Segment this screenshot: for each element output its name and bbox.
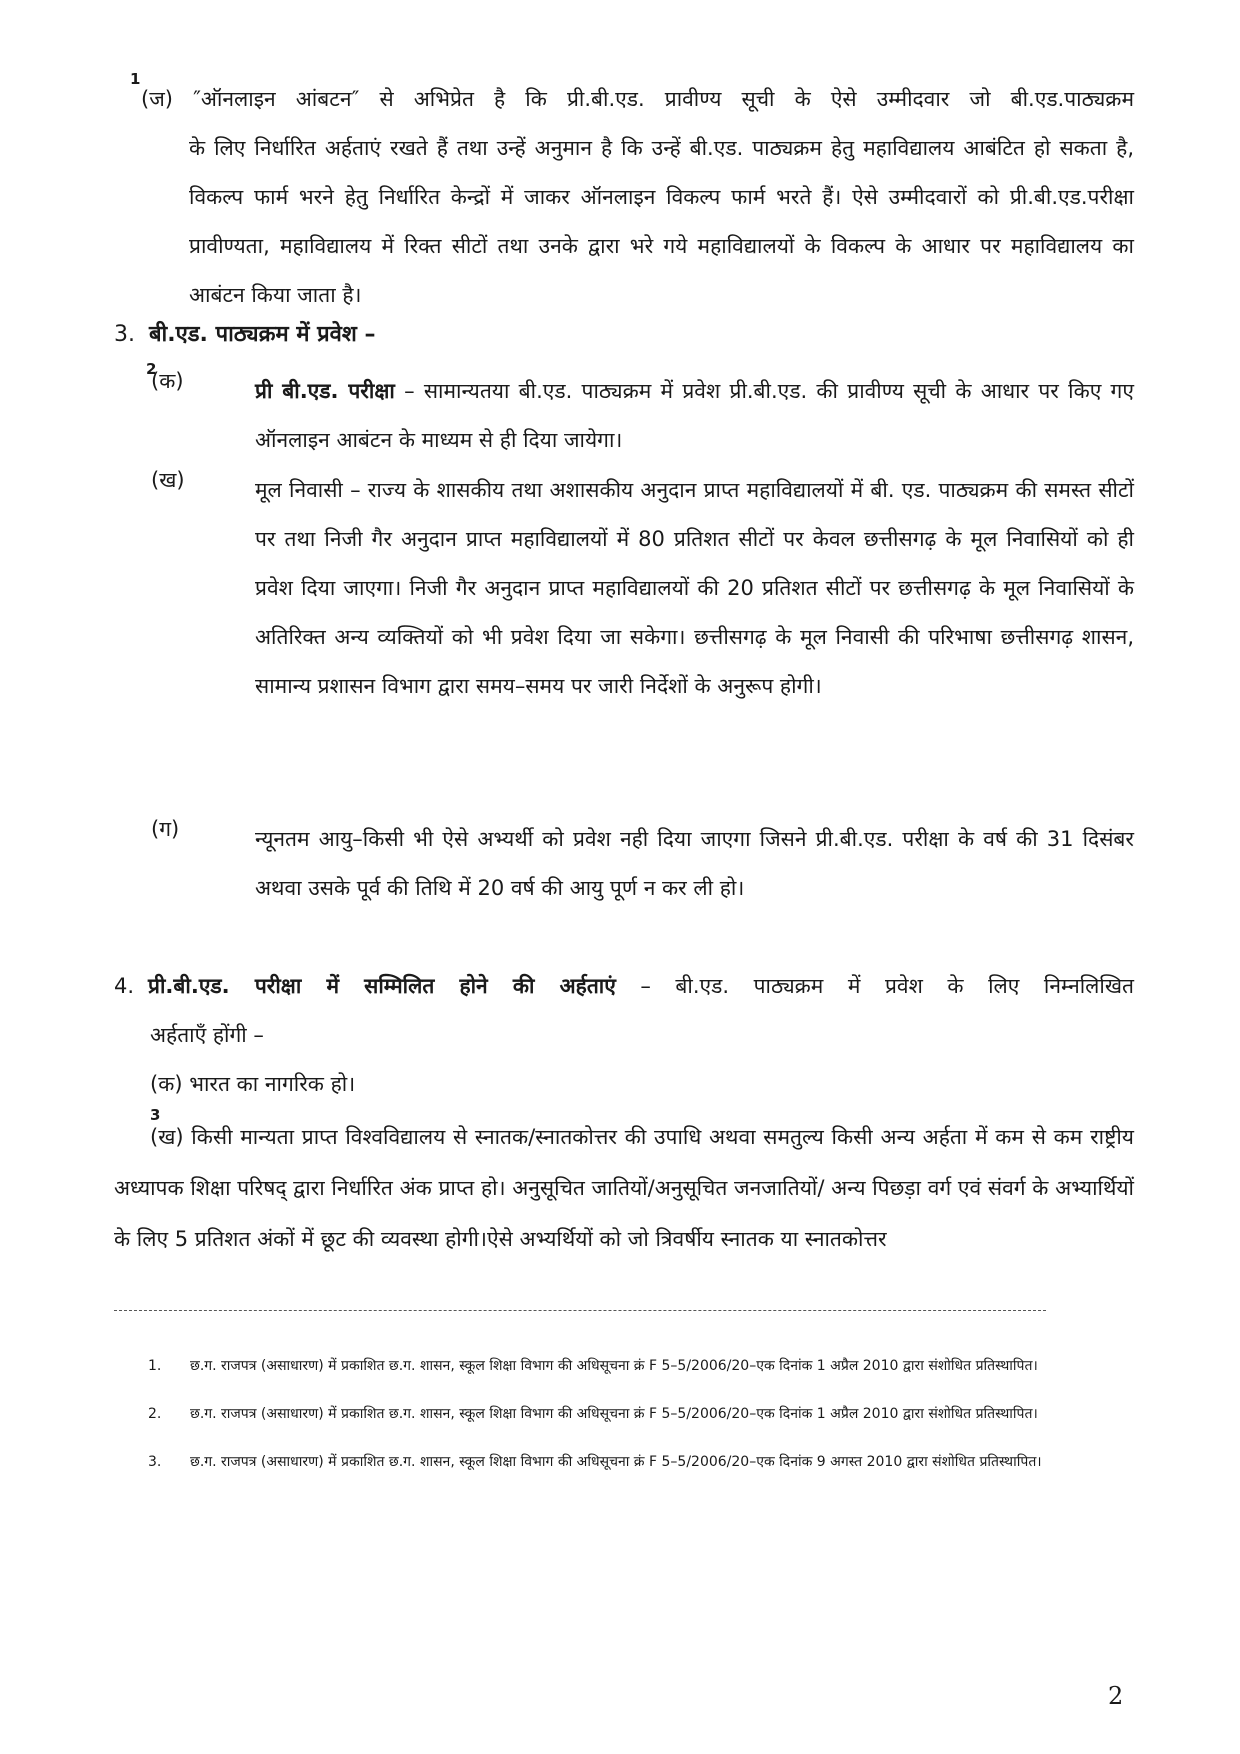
section-4-heading (114, 962, 1134, 1060)
section-3-item-k (151, 367, 1134, 465)
section-4-continuation: अर्हताएँ होंगी – (150, 1023, 264, 1047)
section-3-item-kh (151, 466, 1134, 711)
footnote-ref-2: 2 (146, 360, 157, 378)
footnote-ref-1: 1 (130, 70, 141, 88)
clause-j-continuation: के लिए निर्धारित अर्हताएं रखते हैं तथा उन्हें अनुमान है कि उन्हें बी.एड. पाठ्यक्रम हेतु महाविद्यालय आबंटित हो सकता है, विकल्प फार्म भरने हेतु निर्धारित केन्द्रों में जाकर ऑनलाइन विकल्प फार्म भरते हैं। ऐसे उम्मीदवारों को प्री.बी.एड.परीक्षा प्रावीण्यता, महाविद्यालय में रिक्त सीटों तथा उनके द्वारा भरे गये महाविद्यालयों के विकल्प के आधार पर महाविद्यालय का आबंटन किया जाता है। (189, 136, 1134, 307)
page-number: 2 (1108, 1682, 1124, 1710)
item-kh-body: मूल निवासी – राज्य के शासकीय तथा अशासकीय अनुदान प्राप्त महाविद्यालयों में बी. एड. पाठ्यक्रम की समस्त सीटों पर तथा निजी गैर अनुदान प्राप्त महाविद्यालयों में 80 प्रतिशत सीटों पर केवल छत्तीसगढ़ के मूल निवासियों को ही प्रवेश दिया जाएगा। निजी गैर अनुदान प्राप्त महाविद्यालयों की 20 प्रतिशत सीटों पर छत्तीसगढ़ के मूल निवासियों के अतिरिक्त अन्य व्यक्तियों को भी प्रवेश दिया जा सकेगा। छत्तीसगढ़ के मूल निवासी की परिभाषा छत्तीसगढ़ शासन, सामान्य प्रशासन विभाग द्वारा समय–समय पर जारी निर्देशों के अनुरूप होगी। (255, 478, 1134, 698)
item-k-text: – सामान्यतया बी.एड. पाठ्यक्रम में प्रवेश प्री.बी.एड. की प्रावीण्य सूची के आधार पर किए गए ऑनलाइन आबंटन के माध्यम से ही दिया जायेगा। (255, 379, 1134, 452)
item-g-mark: (ग) (151, 817, 180, 841)
section-3-title: बी.एड. पाठ्यक्रम में प्रवेश – (149, 322, 376, 347)
footnote-separator (114, 1310, 1046, 1311)
section-4-number: 4. (114, 974, 135, 998)
section-4-item-kh (114, 1112, 1134, 1265)
item-kh-mark: (ख) (151, 468, 185, 492)
section-3-number: 3. (114, 322, 135, 347)
section-3-heading (114, 318, 376, 348)
footnote-3-number: 3. (148, 1454, 162, 1470)
footnote-1 (148, 1356, 1134, 1376)
section-4-item-k: (क) भारत का नागरिक हो। (150, 1072, 356, 1096)
section-4-item-kh-text: (ख) किसी मान्यता प्राप्त विश्वविद्यालय से स्नातक/स्नातकोत्तर की उपाधि अथवा समतुल्य किसी अन्य अर्हता में कम से कम राष्ट्रीय अध्यापक शिक्षा परिषद् द्वारा निर्धारित अंक प्राप्त हो। अनुसूचित जातियों/अनुसूचित जनजातियों/ अन्य पिछड़ा वर्ग एवं संवर्ग के अभ्यार्थियों के लिए 5 प्रतिशत अंकों में छूट की व्यवस्था होगी।ऐसे अभ्यर्थियों को जो त्रिवर्षीय स्नातक या स्नातकोत्तर (114, 1125, 1134, 1251)
footnote-2 (148, 1404, 1134, 1424)
footnote-2-number: 2. (148, 1406, 162, 1422)
section-4-title: प्री.बी.एड. परीक्षा में सम्मिलित होने की अर्हताएं (148, 974, 616, 998)
footnote-2-text: छ.ग. राजपत्र (असाधारण) में प्रकाशित छ.ग. शासन, स्कूल शिक्षा विभाग की अधिसूचना क्रं F 5–5/2006/20–एक दिनांक 1 अप्रैल 2010 द्वारा संशोधित प्रतिस्थापित। (190, 1406, 1038, 1422)
section-4-title-rest: – बी.एड. पाठ्यक्रम में प्रवेश के लिए निम्नलिखित (615, 974, 1134, 998)
item-k-body (255, 367, 1134, 465)
item-k-mark: (क) (151, 369, 184, 393)
section-3-item-g (151, 815, 1134, 913)
item-k-title: प्री बी.एड. परीक्षा (255, 379, 395, 403)
footnote-1-text: छ.ग. राजपत्र (असाधारण) में प्रकाशित छ.ग. शासन, स्कूल शिक्षा विभाग की अधिसूचना क्रं F 5–5/2006/20–एक दिनांक 1 अप्रैल 2010 द्वारा संशोधित प्रतिस्थापित। (190, 1358, 1038, 1374)
clause-j-paragraph (141, 75, 1134, 320)
footnote-1-number: 1. (148, 1358, 162, 1374)
item-g-body: न्यूनतम आयु–किसी भी ऐसे अभ्यर्थी को प्रवेश नही दिया जाएगा जिसने प्री.बी.एड. परीक्षा के वर्ष की 31 दिसंबर अथवा उसके पूर्व की तिथि में 20 वर्ष की आयु पूर्ण न कर ली हो। (255, 827, 1134, 900)
footnote-3 (148, 1452, 1134, 1472)
clause-j-first-line: (ज) ″ऑनलाइन आंबटन″ से अभिप्रेत है कि प्री.बी.एड. प्रावीण्य सूची के ऐसे उम्मीदवार जो बी.एड.पाठ्यक्रम (141, 87, 1134, 111)
footnote-3-text: छ.ग. राजपत्र (असाधारण) में प्रकाशित छ.ग. शासन, स्कूल शिक्षा विभाग की अधिसूचना क्रं F 5–5/2006/20–एक दिनांक 9 अगस्त 2010 द्वारा संशोधित प्रतिस्थापित। (190, 1454, 1042, 1470)
footnote-ref-3: 3 (150, 1106, 161, 1124)
